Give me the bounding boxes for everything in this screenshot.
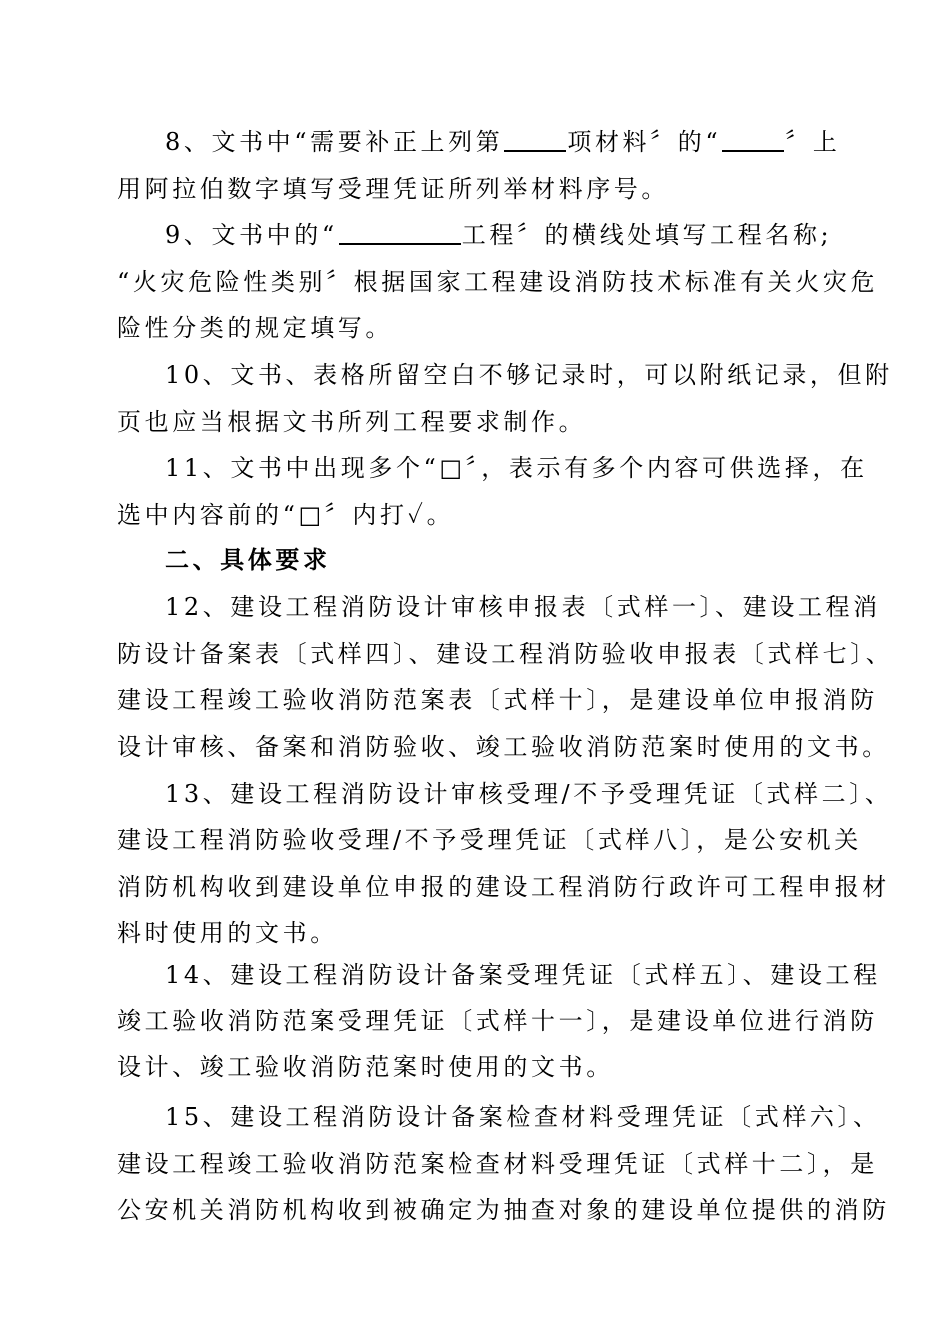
fill-in-blank [722,126,784,152]
paragraph-8-line-2: 用阿拉伯数字填写受理凭证所列举材料序号。 [117,175,669,203]
paragraph-10-line-1: 10、文书、表格所留空白不够记录时，可以附纸记录，但附 [165,361,893,389]
text-segment: 〞上 [785,128,841,156]
paragraph-15-line-2: 建设工程竣工验收消防范案检查材料受理凭证〔式样十二〕，是 [117,1150,878,1178]
paragraph-13-line-3: 消防机构收到建设单位申报的建设工程消防行政许可工程申报材 [117,873,890,901]
paragraph-9-line-1 [165,212,837,258]
paragraph-10-line-2: 页也应当根据文书所列工程要求制作。 [117,408,587,436]
paragraph-12-line-3: 建设工程竣工验收消防范案表〔式样十〕，是建设单位申报消防 [117,686,878,714]
paragraph-15-line-1: 15、建设工程消防设计备案检查材料受理凭证〔式样六〕、 [165,1103,881,1131]
paragraph-12-line-2: 防设计备案表〔式样四〕、建设工程消防验收申报表〔式样七〕、 [117,640,894,668]
text-segment: 项材料〞的“ [567,128,722,156]
paragraph-12-line-4: 设计审核、备案和消防验收、竣工验收消防范案时使用的文书。 [117,733,890,761]
fill-in-blank [504,126,566,152]
paragraph-13-line-4: 料时使用的文书。 [117,919,338,947]
text-segment: 9、文书中的“ [165,221,338,249]
paragraph-15-line-3: 公安机关消防机构收到被确定为抽查对象的建设单位提供的消防 [117,1196,890,1224]
paragraph-14-line-2: 竣工验收消防范案受理凭证〔式样十一〕，是建设单位进行消防 [117,1007,878,1035]
fill-in-blank [339,219,461,245]
paragraph-11-line-1: 11、文书中出现多个“□〞，表示有多个内容可供选择，在 [165,454,868,482]
paragraph-13-line-1: 13、建设工程消防设计审核受理/不予受理凭证〔式样二〕、 [165,780,893,808]
paragraph-12-line-1: 12、建设工程消防设计审核申报表〔式样一〕、建设工程消 [165,593,881,621]
paragraph-14-line-1: 14、建设工程消防设计备案受理凭证〔式样五〕、建设工程 [165,961,881,989]
section-heading: 二、具体要求 [165,546,331,574]
text-segment: 工程〞的横线处填写工程名称; [461,221,833,249]
paragraph-14-line-3: 设计、竣工验收消防范案时使用的文书。 [117,1053,614,1081]
text-segment: 8、文书中“需要补正上列第 [165,128,504,156]
paragraph-11-line-2: 选中内容前的“□〞内打✓。 [117,501,455,529]
paragraph-9-line-3: 险性分类的规定填写。 [117,314,393,342]
paragraph-9-line-2: “火灾危险性类别〞根据国家工程建设消防技术标准有关火灾危 [117,268,879,296]
paragraph-13-line-2: 建设工程消防验收受理/不予受理凭证〔式样八〕，是公安机关 [117,826,862,854]
paragraph-8-line-1 [165,119,841,165]
